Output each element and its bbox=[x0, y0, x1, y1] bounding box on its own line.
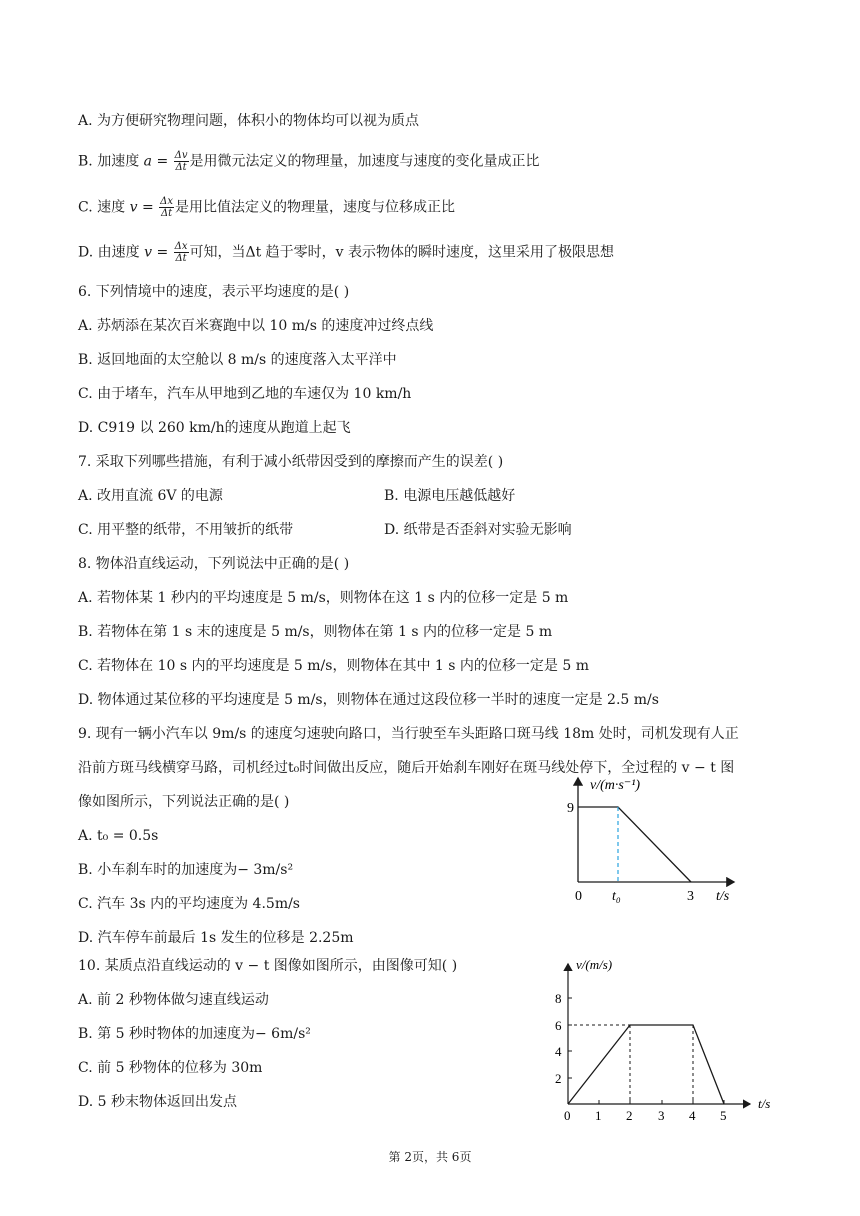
q5-option-b-fraction bbox=[174, 150, 189, 173]
q9-graph-xtick-3: 3 bbox=[687, 889, 694, 904]
q10-graph-xtick-2: 2 bbox=[626, 1108, 633, 1123]
q8-option-b: B. 若物体在第 1 s 末的速度是 5 m/s，则物体在第 1 s 内的位移一定是 5 m bbox=[78, 624, 553, 640]
q9-stem-line-3: 像如图所示，下列说法正确的是( ) bbox=[78, 794, 290, 810]
q10-graph-ytick-4: 4 bbox=[555, 1044, 562, 1059]
q10-graph-ytick-6: 6 bbox=[555, 1018, 562, 1033]
q5-option-d-denominator: Δt bbox=[175, 253, 187, 264]
q10-graph-xtick-3: 3 bbox=[658, 1108, 665, 1123]
q10-stem: 10. 某质点沿直线运动的 v − t 图像如图所示，由图像可知( ) bbox=[78, 958, 458, 974]
q10-option-a: A. 前 2 秒物体做匀速直线运动 bbox=[78, 992, 269, 1008]
q9-option-d: D. 汽车停车前最后 1s 发生的位移是 2.25m bbox=[78, 930, 354, 946]
q10-graph-xtick-4: 4 bbox=[689, 1108, 696, 1123]
q7-stem: 7. 采取下列哪些措施，有利于减小纸带因受到的摩擦而产生的误差( ) bbox=[78, 454, 504, 470]
q8-option-c: C. 若物体在 10 s 内的平均速度是 5 m/s，则物体在其中 1 s 内的位移一定是 5 m bbox=[78, 658, 589, 674]
q9-option-b: B. 小车刹车时的加速度为− 3m/s² bbox=[78, 862, 294, 878]
q10-graph-xlabel: t/s bbox=[758, 1096, 771, 1111]
q9-vt-graph bbox=[556, 770, 746, 910]
q9-vt-line bbox=[578, 807, 691, 882]
q10-graph-xtick-1: 1 bbox=[595, 1108, 602, 1123]
q5-option-c-denominator: Δt bbox=[160, 208, 173, 219]
q5-option-c-prefix: C. 速度 bbox=[78, 199, 130, 216]
q5-option-d-fraction bbox=[174, 241, 189, 264]
q5-option-b-suffix: 是用微元法定义的物理量，加速度与速度的变化量成正比 bbox=[189, 153, 540, 170]
q10-option-b: B. 第 5 秒时物体的加速度为− 6m/s² bbox=[78, 1026, 311, 1042]
q5-option-c-var: v = bbox=[129, 199, 159, 216]
q7-option-b: B. 电源电压越低越好 bbox=[384, 488, 516, 504]
q5-option-d-numerator: Δx bbox=[174, 241, 188, 252]
q9-graph-ytick-9: 9 bbox=[567, 801, 574, 816]
q8-option-d: D. 物体通过某位移的平均速度是 5 m/s，则物体在通过这段位移一半时的速度一定是 2.5 m/s bbox=[78, 692, 659, 708]
q10-vt-graph bbox=[552, 952, 792, 1132]
q9-graph-origin: 0 bbox=[575, 889, 582, 904]
q6-stem: 6. 下列情境中的速度，表示平均速度的是( ) bbox=[78, 284, 350, 300]
q5-option-c-suffix: 是用比值法定义的物理量，速度与位移成正比 bbox=[175, 199, 455, 216]
q9-graph-xlabel: t/s bbox=[716, 889, 730, 904]
q10-graph-xtick-0: 0 bbox=[564, 1108, 571, 1123]
q5-option-c bbox=[78, 196, 455, 219]
q6-option-a: A. 苏炳添在某次百米赛跑中以 10 m/s 的速度冲过终点线 bbox=[78, 318, 434, 334]
q10-graph-ytick-2: 2 bbox=[555, 1071, 562, 1086]
q10-graph-xtick-5: 5 bbox=[720, 1108, 727, 1123]
q5-option-b bbox=[78, 150, 540, 173]
q10-option-d: D. 5 秒末物体返回出发点 bbox=[78, 1094, 237, 1110]
page-footer: 第 2页，共 6页 bbox=[388, 1150, 472, 1164]
q5-option-b-prefix: B. 加速度 bbox=[78, 153, 144, 170]
q5-option-c-numerator: Δx bbox=[160, 196, 173, 207]
q9-stem-line-2: 沿前方斑马线横穿马路，司机经过t₀时间做出反应，随后开始刹车刚好在斑马线处停下，全过程的 v − t 图 bbox=[78, 760, 735, 776]
q7-option-d: D. 纸带是否歪斜对实验无影响 bbox=[384, 522, 572, 538]
q7-option-a: A. 改用直流 6V 的电源 bbox=[78, 488, 223, 504]
q5-option-a: A. 为方便研究物理问题，体积小的物体均可以视为质点 bbox=[78, 113, 420, 129]
q5-option-c-fraction bbox=[159, 196, 174, 219]
q6-option-b: B. 返回地面的太空舱以 8 m/s 的速度落入太平洋中 bbox=[78, 352, 397, 368]
q5-option-b-var: a = bbox=[143, 153, 173, 170]
q8-stem: 8. 物体沿直线运动，下列说法中正确的是( ) bbox=[78, 556, 350, 572]
q9-stem-line-1: 9. 现有一辆小汽车以 9m/s 的速度匀速驶向路口，当行驶至车头距路口斑马线 18m 处时，司机发现有人正 bbox=[78, 726, 739, 742]
q5-option-d-prefix: D. 由速度 bbox=[78, 244, 145, 261]
q5-option-b-numerator: Δv bbox=[174, 150, 188, 161]
q6-option-d: D. C919 以 260 km/h的速度从跑道上起飞 bbox=[78, 420, 351, 436]
q10-vt-line bbox=[568, 1025, 724, 1104]
q5-option-d-suffix: 可知，当Δt 趋于零时，v 表示物体的瞬时速度，这里采用了极限思想 bbox=[189, 244, 615, 261]
q10-graph-ylabel: v/(m/s) bbox=[576, 957, 613, 972]
q5-option-d-var: v = bbox=[144, 244, 173, 261]
q5-option-b-denominator: Δt bbox=[175, 162, 187, 173]
q6-option-c: C. 由于堵车，汽车从甲地到乙地的车速仅为 10 km/h bbox=[78, 386, 412, 402]
q7-option-c: C. 用平整的纸带，不用皱折的纸带 bbox=[78, 522, 294, 538]
q9-option-c: C. 汽车 3s 内的平均速度为 4.5m/s bbox=[78, 896, 300, 912]
q5-option-d bbox=[78, 241, 614, 264]
q10-option-c: C. 前 5 秒物体的位移为 30m bbox=[78, 1060, 263, 1076]
q9-graph-ylabel: v/(m·s⁻¹) bbox=[590, 778, 641, 793]
q10-graph-ytick-8: 8 bbox=[555, 991, 562, 1006]
q8-option-a: A. 若物体某 1 秒内的平均速度是 5 m/s，则物体在这 1 s 内的位移一定是 5 m bbox=[78, 590, 569, 606]
q9-option-a: A. t₀ = 0.5s bbox=[78, 828, 159, 844]
q9-graph-xtick-t0: t₀ bbox=[612, 889, 621, 904]
